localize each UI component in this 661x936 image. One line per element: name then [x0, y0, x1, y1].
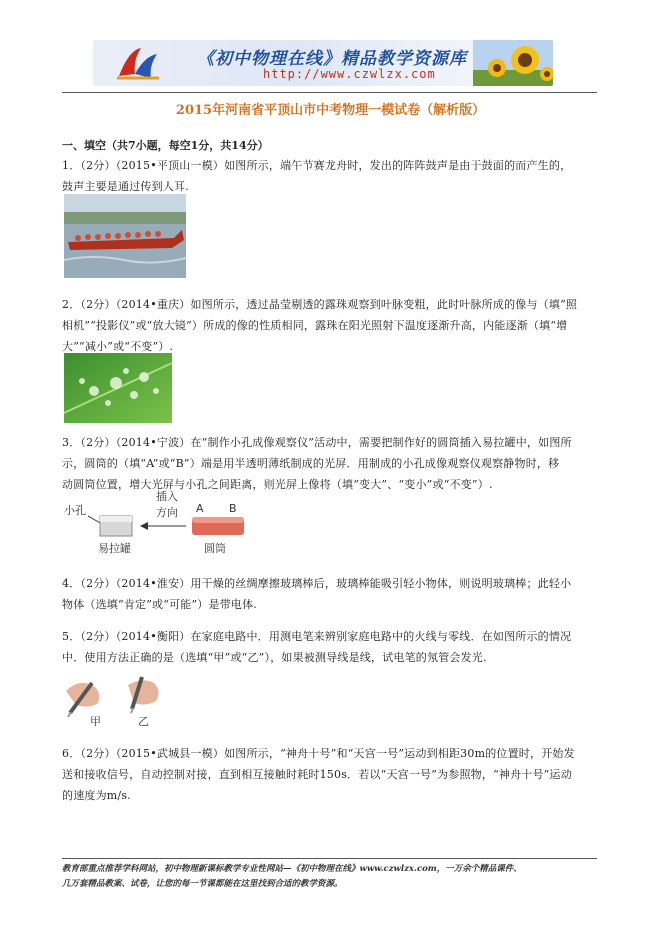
question-3-line-1: 3．（2分）（2014•宁波）在“制作小孔成像观察仪”活动中，需要把制作好的圆筒插入易拉罐中，如图所 [62, 436, 572, 449]
page-footer [62, 862, 602, 892]
label-can: 易拉罐 [98, 542, 131, 555]
dew-drop-leaf-photo [64, 353, 172, 423]
question-2-line-1: 2．（2分）（2014•重庆）如图所示，透过晶莹剔透的露珠观察到叶脉变粗，此时叶脉所成的像与（填“照 [62, 298, 578, 311]
question-6-line-3: 的速度为m/s. [62, 789, 131, 802]
question-5 [62, 626, 602, 668]
question-3 [62, 432, 602, 495]
question-4-line-2: 物体（选填“肯定”或“可能”）是带电体. [62, 598, 257, 611]
question-2 [62, 294, 602, 357]
header-banner [93, 40, 553, 86]
dragon-boat-photo [64, 194, 186, 278]
question-1 [62, 155, 602, 197]
sunflower-icon [473, 40, 553, 86]
label-insert-2: 方向 [156, 506, 178, 519]
banner-title: 《初中物理在线》精品教学资源库 [197, 49, 467, 69]
footer-line-2: 几万套精品教案、试卷，让您的每一节课都能在这里找到合适的教学资源。 [62, 879, 343, 889]
label-yi: 乙 [138, 715, 149, 728]
label-jia: 甲 [90, 715, 101, 728]
page-title: 2015年河南省平顶山市中考物理一模试卷（解析版） [175, 103, 486, 118]
footer-line-1: 教育部重点推荐学科网站，初中物理新课标教学专业性网站—《初中物理在线》www.czwlzx.com，一万余个精品课件、 [62, 864, 522, 874]
question-1-line-2: 鼓声主要是通过传到人耳. [62, 180, 189, 193]
label-insert-1: 插入 [156, 490, 178, 503]
question-2-line-3: 大”“减小”或“不变”）. [62, 340, 174, 353]
footer-rule [62, 858, 597, 859]
header-rule [62, 92, 597, 93]
question-3-line-2: 示，圆筒的（填“A”或“B”）端是用半透明薄纸制成的光屏．用制成的小孔成像观察仪观察静物时，移 [62, 457, 560, 470]
label-hole: 小孔 [64, 504, 86, 517]
question-2-line-2: 相机”“投影仪”或“放大镜”）所成的像的性质相同，露珠在阳光照射下温度逐渐升高，内能逐渐（填“增 [62, 319, 568, 332]
label-a: A [196, 502, 204, 515]
question-5-line-1: 5．（2分）（2014•衡阳）在家庭电路中．用测电笔来辨别家庭电路中的火线与零线．在如图所示的情况 [62, 630, 572, 643]
label-tube: 圆筒 [204, 542, 226, 555]
question-6-line-2: 送和接收信号，自动控制对接，直到相互接触时耗时150s．若以“天宫一号”为参照物，“神舟十号”运动 [62, 768, 572, 781]
question-6 [62, 743, 602, 806]
question-4 [62, 573, 602, 615]
section-heading: 一、填空（共7小题，每空1分，共14分） [62, 139, 269, 152]
pinhole-camera-diagram [62, 490, 252, 556]
question-4-line-1: 4．（2分）（2014•淮安）用干燥的丝绸摩擦玻璃棒后，玻璃棒能吸引轻小物体，则说明玻璃棒；此轻小 [62, 577, 572, 590]
question-3-line-3: 动圆筒位置，增大光屏与小孔之间距离，则光屏上像将（填“变大”、“变小”或“不变”）. [62, 478, 493, 491]
question-5-line-2: 中．使用方法正确的是（选填“甲”或“乙”），如果被测导线是线，试电笔的氖管会发光. [62, 651, 487, 664]
question-1-line-1: 1．（2分）（2015•平顶山一模）如图所示，端午节赛龙舟时，发出的阵阵鼓声是由于鼓面的而产生的， [62, 159, 572, 172]
banner-url: http://www.czwlzx.com [263, 67, 436, 81]
site-logo-icon [115, 44, 161, 82]
label-b: B [229, 502, 237, 515]
question-6-line-1: 6．（2分）（2015•武城县一模）如图所示，“神舟十号”和“天宫一号”运动到相距30m的位置时，开始发 [62, 747, 575, 760]
test-pen-diagram [62, 669, 174, 729]
